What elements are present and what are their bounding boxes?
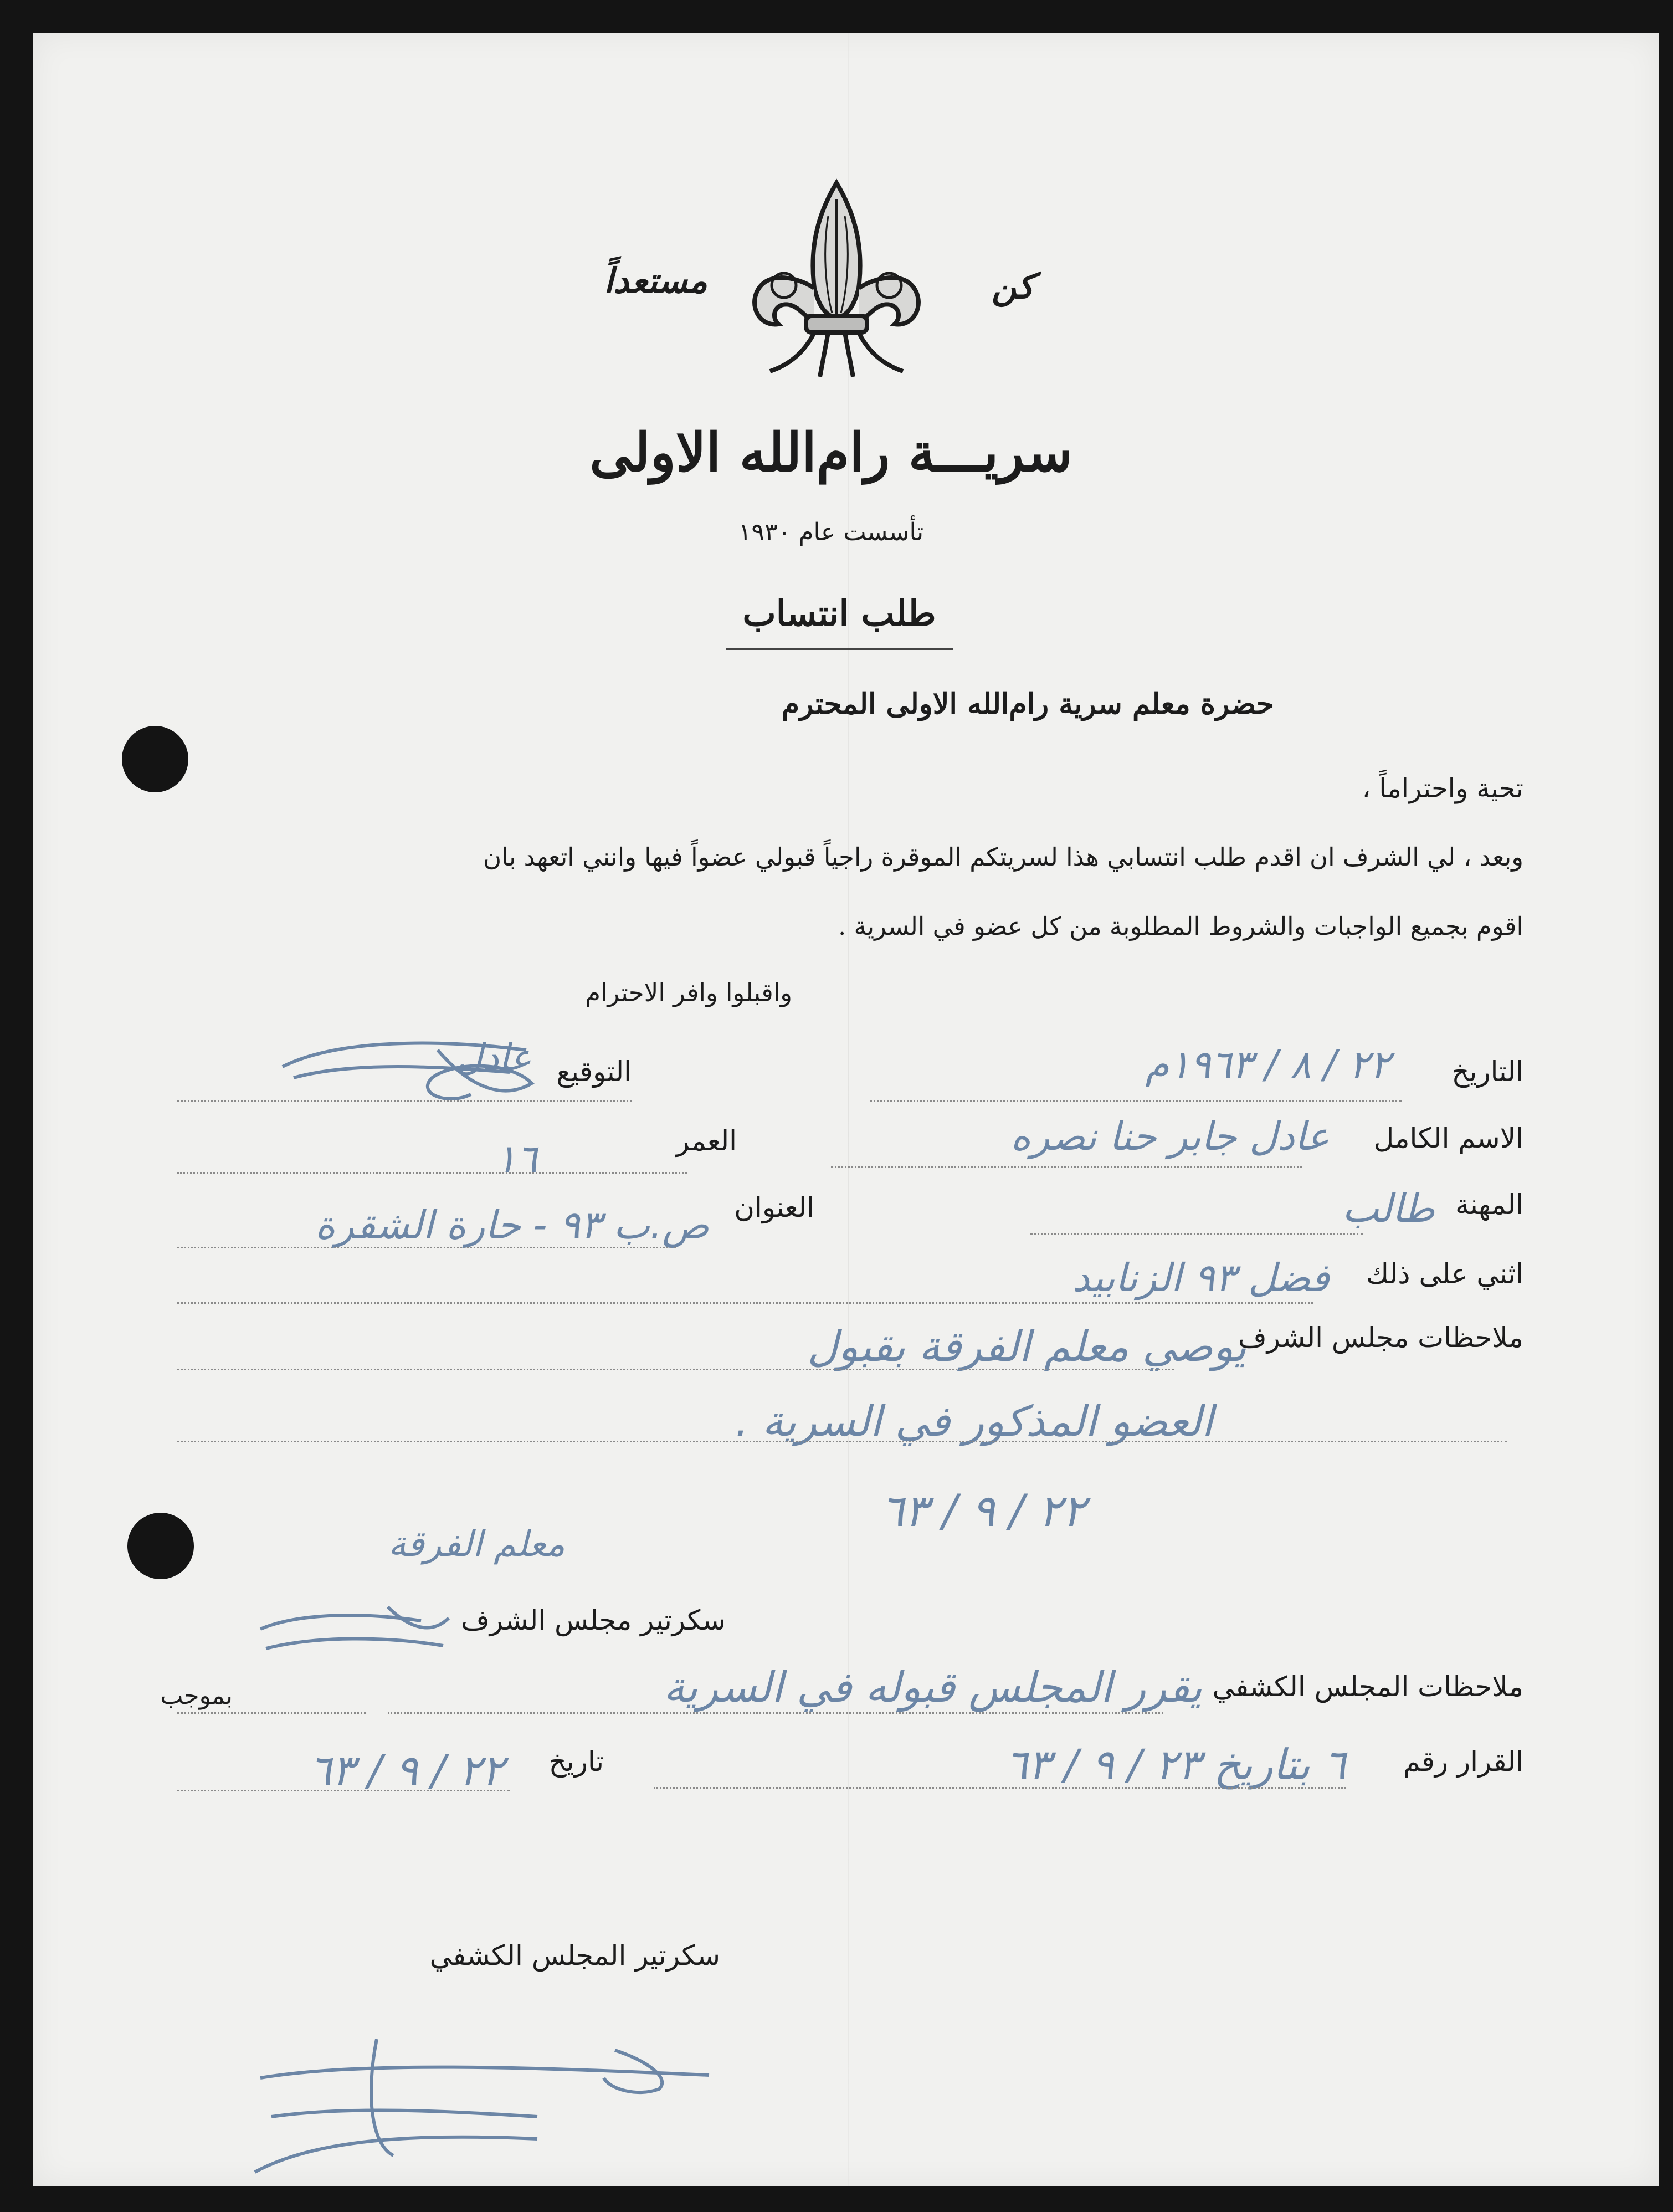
addressee-line: حضرة معلم سرية رام‌الله الاولى المحترم (781, 687, 1274, 721)
signature-dotted-line (177, 1100, 632, 1102)
scout-secretary-label: سكرتير المجلس الكشفي (429, 1939, 720, 1972)
honor-notes-line-2: العضو المذكور في السرية . (735, 1396, 1213, 1446)
recommended-dotted-line (177, 1302, 1313, 1304)
fullname-label: الاسم الكامل (1373, 1122, 1523, 1154)
profession-value: طالب (1342, 1186, 1435, 1231)
age-value: ١٦ (495, 1136, 537, 1181)
scout-notes-label: ملاحظات المجلس الكشفي (1212, 1671, 1523, 1703)
address-value: ص.ب ٩٣ - حارة الشقرة (315, 1202, 709, 1248)
date2-label: تاريخ (548, 1745, 604, 1778)
by-virtue-dotted-line (177, 1712, 366, 1714)
honor-notes-line-1: يوصي معلم الفرقة بقبول (807, 1322, 1246, 1371)
signature-label: التوقيع (556, 1056, 632, 1088)
honor-secretary-handwriting: معلم الفرقة (388, 1524, 565, 1565)
body-line-1: وبعد ، لي الشرف ان اقدم طلب انتسابي هذا لسريتكم الموقرة راجياً قبولي عضواً فيها وانني اتعهد بان (483, 842, 1523, 872)
date-label: التاريخ (1451, 1056, 1523, 1088)
decision-value: ٦ بتاريخ ٢٣ / ٩ / ٦٣ (1005, 1740, 1346, 1789)
greeting-line: تحية واحتراماً ، (1362, 773, 1523, 804)
profession-label: المهنة (1455, 1189, 1523, 1221)
honor-notes-dotted-line-2 (177, 1441, 1507, 1442)
recommended-label: اثني على ذلك (1366, 1258, 1523, 1290)
closing-line: واقبلوا وافر الاحترام (585, 978, 792, 1007)
form-title: طلب انتساب (742, 593, 936, 634)
date2-dotted-line (177, 1790, 510, 1791)
fullname-dotted-line (831, 1166, 1302, 1168)
honor-notes-dotted-line-1 (177, 1369, 1174, 1370)
scout-notes-dotted-line (388, 1712, 1163, 1714)
address-dotted-line (177, 1247, 676, 1248)
motto-right: كن (992, 266, 1034, 306)
profession-dotted-line (1030, 1233, 1363, 1235)
body-line-2: اقوم بجميع الواجبات والشروط المطلوبة من كل عضو في السرية . (838, 912, 1523, 941)
decision-dotted-line (654, 1787, 1346, 1789)
signature-scribble-icon (271, 1028, 537, 1111)
by-virtue-label: بموجب (160, 1682, 233, 1710)
scout-secretary-signature-icon (249, 2006, 720, 2183)
title-underline (726, 648, 953, 650)
date-dotted-line (870, 1100, 1402, 1102)
founded-line: تأسست عام ١٩٣٠ (738, 518, 924, 546)
punch-hole-bottom (127, 1513, 194, 1579)
honor-notes-label: ملاحظات مجلس الشرف (1238, 1322, 1523, 1354)
address-label: العنوان (734, 1191, 814, 1223)
date2-value: ٢٢ / ٩ / ٦٣ (309, 1745, 504, 1795)
age-label: العمر (676, 1125, 737, 1157)
signature-value: عادل (456, 1036, 532, 1079)
honor-secretary-label: سكرتير مجلس الشرف (461, 1604, 726, 1636)
troop-name-heading: سريـــة رام‌الله الاولى (589, 421, 1072, 484)
scout-notes-value: يقرر المجلس قبوله في السرية (663, 1662, 1202, 1712)
decision-label: القرار رقم (1403, 1745, 1523, 1778)
punch-hole-top (122, 726, 188, 792)
age-dotted-line (177, 1172, 687, 1174)
fullname-value: عادل جابر حنا نصره (1010, 1114, 1330, 1159)
motto-left: مستعداً (604, 260, 707, 301)
honor-secretary-signature-icon (255, 1596, 454, 1673)
date-value: ٢٢ / ٨ / ١٩٦٣م (1145, 1042, 1390, 1087)
honor-notes-date: ٢٢ / ٩ / ٦٣ (880, 1485, 1086, 1537)
fleur-de-lis-emblem-icon (737, 177, 936, 388)
recommended-value: فضل ٩٣ الزنابيد (1072, 1255, 1330, 1300)
